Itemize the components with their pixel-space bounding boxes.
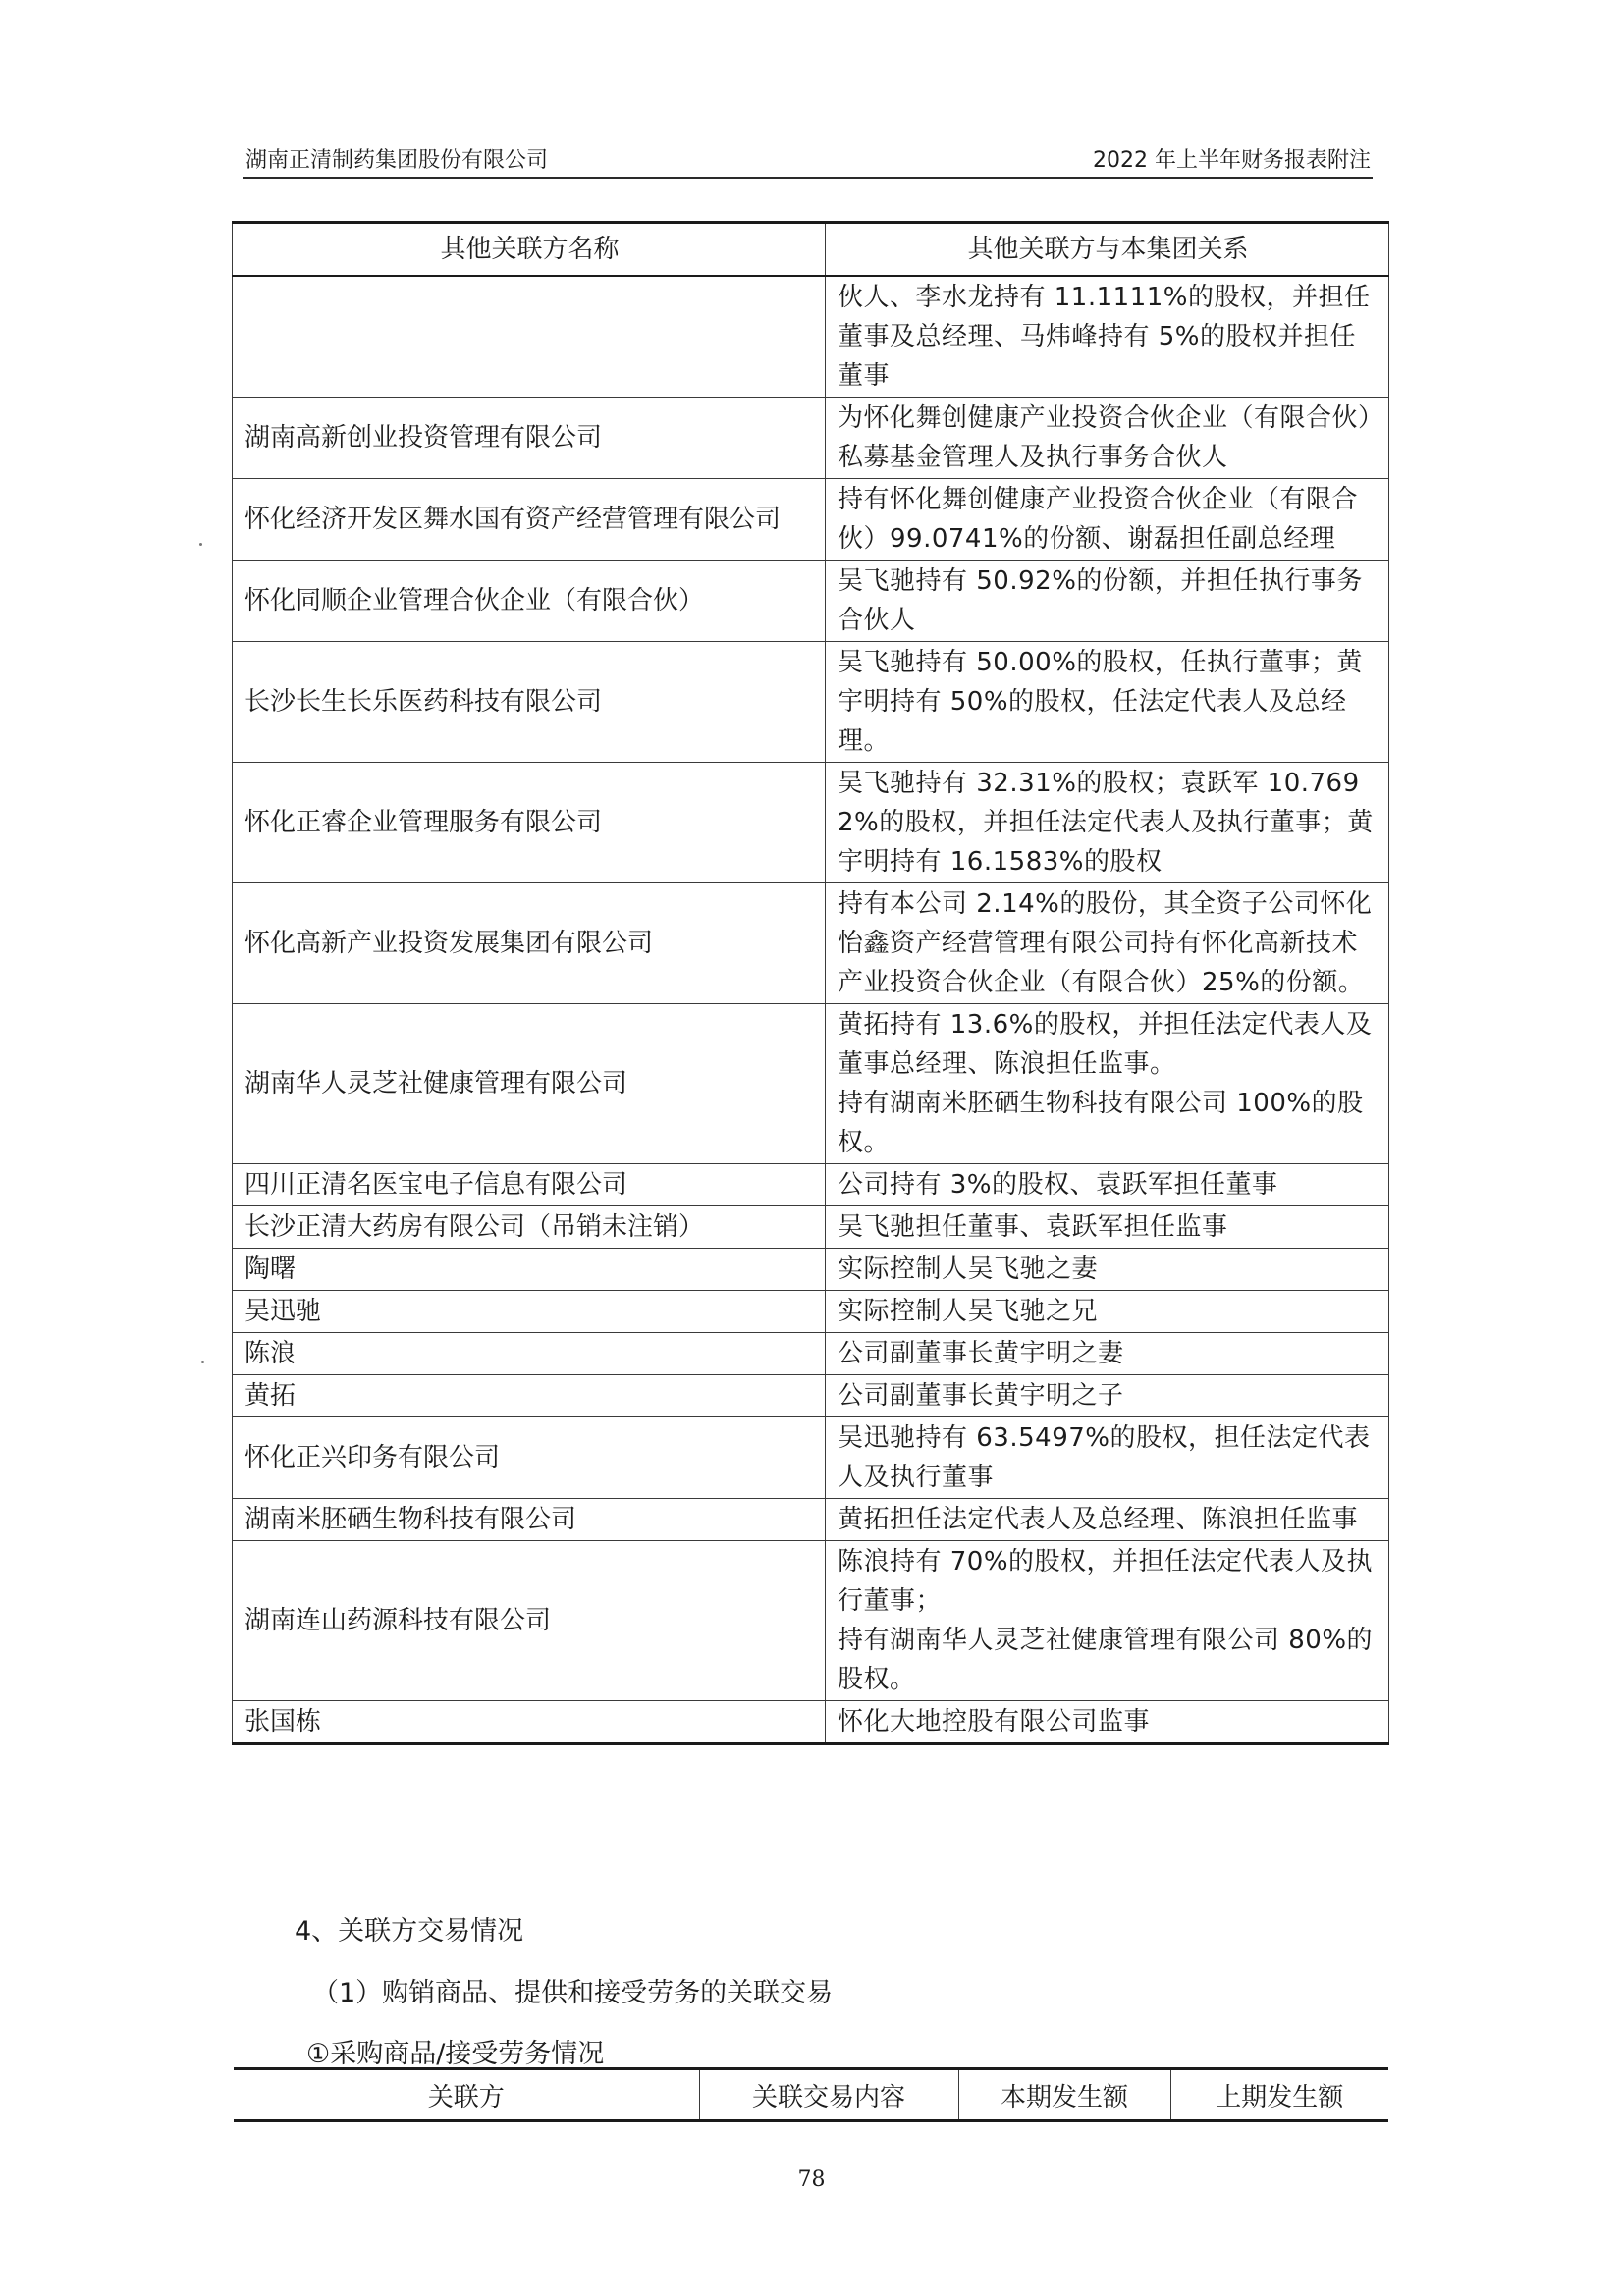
- table-row: [233, 763, 1389, 883]
- party-relation: 伙人、李水龙持有 11.1111%的股权，并担任董事及总经理、马炜峰持有 5%的股权并担任董事: [826, 276, 1389, 398]
- table-header-row: [234, 2069, 1388, 2121]
- party-relation: 实际控制人吴飞驰之兄: [826, 1291, 1389, 1333]
- party-relation: 公司持有 3%的股权、袁跃军担任董事: [826, 1164, 1389, 1206]
- party-relation-line: 黄拓持有 13.6%的股权，并担任法定代表人及董事总经理、陈浪担任监事。: [838, 1010, 1373, 1079]
- party-name: 怀化正兴印务有限公司: [233, 1417, 826, 1499]
- column-header-name: 其他关联方名称: [233, 223, 826, 277]
- party-name: [233, 276, 826, 398]
- report-title: 2022 年上半年财务报表附注: [1093, 148, 1371, 173]
- page-header: [243, 139, 1373, 179]
- party-relation: 为怀化舞创健康产业投资合伙企业（有限合伙）私募基金管理人及执行事务合伙人: [826, 398, 1389, 479]
- column-header-party: 关联方: [234, 2069, 699, 2121]
- column-header-content: 关联交易内容: [699, 2069, 958, 2121]
- party-name: 怀化经济开发区舞水国有资产经营管理有限公司: [233, 479, 826, 561]
- party-relation-line: 持有湖南华人灵芝社健康管理有限公司 80%的股权。: [838, 1626, 1374, 1694]
- company-name: 湖南正清制药集团股份有限公司: [245, 148, 549, 173]
- scan-speck: [201, 1361, 204, 1363]
- column-header-prior-period: 上期发生额: [1170, 2069, 1388, 2121]
- table-row: [233, 1333, 1389, 1375]
- party-relation: 实际控制人吴飞驰之妻: [826, 1249, 1389, 1291]
- table-row: [233, 1499, 1389, 1541]
- page-number: 78: [797, 2167, 826, 2192]
- table-row: [233, 1249, 1389, 1291]
- section-heading-transactions: 4、关联方交易情况: [295, 1916, 524, 1947]
- table-row: [233, 1701, 1389, 1744]
- table-row: [233, 398, 1389, 479]
- related-parties-table: [232, 221, 1389, 1745]
- party-name: 长沙正清大药房有限公司（吊销未注销）: [233, 1206, 826, 1249]
- party-relation: 吴迅驰持有 63.5497%的股权，担任法定代表人及执行董事: [826, 1417, 1389, 1499]
- table-row: [233, 1291, 1389, 1333]
- party-name: 陈浪: [233, 1333, 826, 1375]
- scan-speck: [199, 543, 202, 546]
- section-heading-purchases: ①采购商品/接受劳务情况: [306, 2039, 605, 2069]
- party-relation: 持有怀化舞创健康产业投资合伙企业（有限合伙）99.0741%的份额、谢磊担任副总经理: [826, 479, 1389, 561]
- table-row: [233, 1206, 1389, 1249]
- party-name: 长沙长生长乐医药科技有限公司: [233, 642, 826, 763]
- party-name: 怀化同顺企业管理合伙企业（有限合伙）: [233, 561, 826, 642]
- party-relation: [826, 1541, 1389, 1701]
- table-row: [233, 642, 1389, 763]
- party-name: 怀化正睿企业管理服务有限公司: [233, 763, 826, 883]
- party-relation: 黄拓担任法定代表人及总经理、陈浪担任监事: [826, 1499, 1389, 1541]
- column-header-relation: 其他关联方与本集团关系: [826, 223, 1389, 277]
- table-row: [233, 276, 1389, 398]
- column-header-current-period: 本期发生额: [958, 2069, 1170, 2121]
- party-relation: 吴飞驰担任董事、袁跃军担任监事: [826, 1206, 1389, 1249]
- section-heading-goods-services: （1）购销商品、提供和接受劳务的关联交易: [312, 1978, 834, 2008]
- party-name: 四川正清名医宝电子信息有限公司: [233, 1164, 826, 1206]
- party-relation: 公司副董事长黄宇明之妻: [826, 1333, 1389, 1375]
- table-row: [233, 1541, 1389, 1701]
- table-row: [233, 561, 1389, 642]
- party-name: 湖南高新创业投资管理有限公司: [233, 398, 826, 479]
- party-name: 湖南连山药源科技有限公司: [233, 1541, 826, 1701]
- table-row: [233, 1417, 1389, 1499]
- party-name: 陶曙: [233, 1249, 826, 1291]
- table-row: [233, 883, 1389, 1004]
- table-row: [233, 479, 1389, 561]
- party-relation: 吴飞驰持有 50.00%的股权，任执行董事；黄宇明持有 50%的股权，任法定代表人及总经理。: [826, 642, 1389, 763]
- party-relation-line: 陈浪持有 70%的股权，并担任法定代表人及执行董事；: [838, 1547, 1374, 1616]
- party-relation: 怀化大地控股有限公司监事: [826, 1701, 1389, 1744]
- party-name: 吴迅驰: [233, 1291, 826, 1333]
- party-name: 张国栋: [233, 1701, 826, 1744]
- purchases-table: [234, 2067, 1388, 2122]
- party-relation-line: 持有湖南米胚硒生物科技有限公司 100%的股权。: [838, 1089, 1364, 1157]
- party-name: 湖南华人灵芝社健康管理有限公司: [233, 1004, 826, 1164]
- table-header-row: [233, 223, 1389, 277]
- party-name: 怀化高新产业投资发展集团有限公司: [233, 883, 826, 1004]
- party-relation: 持有本公司 2.14%的股份，其全资子公司怀化怡鑫资产经营管理有限公司持有怀化高新技术产业投资合伙企业（有限合伙）25%的份额。: [826, 883, 1389, 1004]
- party-relation: 吴飞驰持有 32.31%的股权；袁跃军 10.7692%的股权，并担任法定代表人及执行董事；黄宇明持有 16.1583%的股权: [826, 763, 1389, 883]
- party-name: 黄拓: [233, 1375, 826, 1417]
- party-name: 湖南米胚硒生物科技有限公司: [233, 1499, 826, 1541]
- party-relation: [826, 1004, 1389, 1164]
- table-row: [233, 1375, 1389, 1417]
- party-relation: 公司副董事长黄宇明之子: [826, 1375, 1389, 1417]
- party-relation: 吴飞驰持有 50.92%的份额，并担任执行事务合伙人: [826, 561, 1389, 642]
- table-row: [233, 1004, 1389, 1164]
- table-row: [233, 1164, 1389, 1206]
